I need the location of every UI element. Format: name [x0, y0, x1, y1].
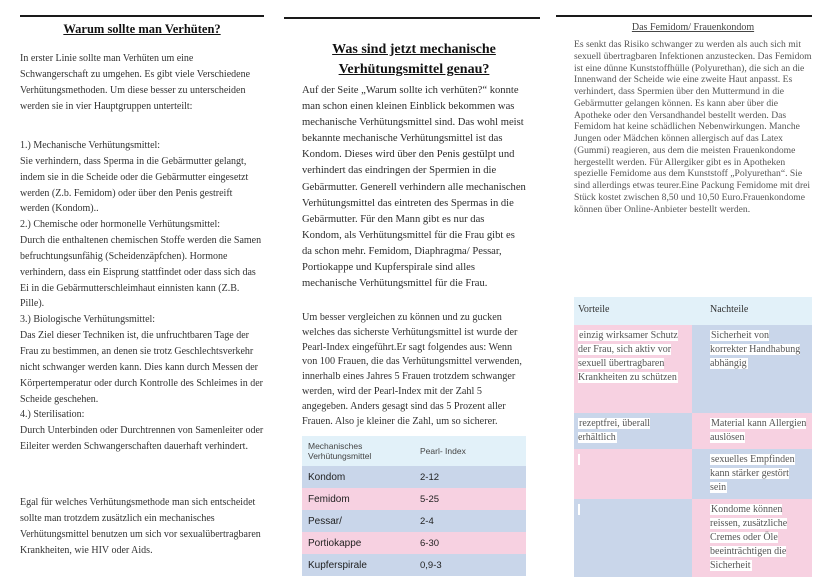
pearl-value: 0,9-3 — [420, 559, 442, 571]
table-row — [574, 413, 812, 449]
right-body: Es senkt das Risiko schwanger zu werden als auch sich mit sexuell übertragbaren Infektionen anzustecken. Das Femidom ist eine dünne Kunststoffhülle (Polyurethan), die sich an die Innenwand der Scheide wie eine zweite Haut anpasst. Es verhindert, dass Spermien über den Muttermund in die Gebärmutter gelangen können. Es kann aber über die Apotheke oder den Versandhandel bestellt werden. Das Femidom hat keine schädlichen Nebenwirkungen. Manche Jungen oder Mädchen können allergisch auf das Latex (Gummi) reagieren, aus dem die meisten Frauenkondome hergestellt werden. Für Allergiker gibt es in Apotheken spezielle Femidome aus dem Kunststoff „Polyurethan“. Sie sind allerdings etwas teurer.Eine Packung Femidome mit drei Stück kostet zwischen 8,50 und 10,50 Euro.Frauenkondome können über Online-Anbieter bestellt werden. — [574, 39, 812, 215]
pros-cons-table — [574, 297, 812, 577]
method-name: Portiokappe — [308, 537, 362, 549]
left-intro: In erster Linie sollte man Verhüten um eine Schwangerschaft zu umgehen. Es gibt viele Verschiedene Verhütungsmethoden. Um diese besser zu unterscheiden werden sie in vier Hauptgruppen unterteilt: — [20, 53, 251, 112]
pro-cell — [574, 413, 692, 449]
con-text: Kondome können reissen, zusätzliche Cremes oder Öle beeinträchtigen die Sicherheit — [710, 504, 788, 571]
pearl-table-header — [302, 436, 526, 466]
table-row — [302, 510, 526, 532]
con-cell — [692, 499, 812, 577]
con-cell — [692, 325, 812, 413]
method-name: Pessar/ — [308, 515, 342, 527]
method-name: Kupferspirale — [308, 559, 367, 571]
cons-header: Nachteile — [710, 304, 749, 315]
pearl-col-method: Mechanisches Verhütungsmittel — [308, 441, 372, 461]
pro-text — [578, 454, 580, 465]
table-row — [302, 466, 526, 488]
left-top-rule — [20, 15, 264, 17]
table-row — [302, 488, 526, 510]
pros-header: Vorteile — [578, 304, 610, 315]
pro-cell — [574, 499, 692, 577]
left-groups: 1.) Mechanische Verhütungsmittel: Sie verhindern, dass Sperma in die Gebärmutter gelangt, indem sie in die Scheide oder die Gebärmutter eingesetzt werden (Z.b. Femidom) oder über den Penis gestreift werden (Kondom).. 2.) Chemische oder hormonelle Verhütungsmittel: Durch die enthaltenen chemischen Stoffe werden die Samen befruchtungsunfähig (Scheidenzäpfchen). Hormone verhindern, dass ein Eisprung stattfindet oder dass sich das Ei in die Gebärmutterschleimhaut einnisten kann (Z.B. Pille). 3.) Biologische Verhütungsmittel: Das Ziel dieser Techniken ist, die unfruchtbaren Tage der Frau zu bestimmen, an denen sie trotz Geschlechtsverkehr nicht schwanger werden kann. Dies kann durch Messen der Körpertemperatur oder durch Kontrolle des Schleimes in der Scheide geschehen. 4.) Sterilisation: Durch Unterbinden oder Durchtrennen von Samenleiter oder Eileiter werden Schwangerschaften dauerhaft verhindert. — [20, 140, 264, 453]
table-row — [302, 532, 526, 554]
left-title: Warum sollte man Verhüten? — [63, 22, 221, 36]
pro-text — [578, 504, 580, 515]
middle-body-2: Um besser vergleichen zu können und zu gucken welches das sicherste Verhütungsmittel ist wurde der Pearl-Index eingeführt.Er sagt folgendes aus: Wenn von 100 Frauen, die das Verhütungsmittel verwenden, innerhalb eines Jahres 5 Frauen trotzdem schwanger werden, wird der Pearl-Index mit der Zahl 5 angegeben. Anders gesagt sind das 5 Prozent aller Frauen. Also je kleiner die Zahl, um so sicherer. — [302, 312, 522, 427]
pearl-value: 6-30 — [420, 537, 440, 549]
right-title: Das Femidom/ Frauenkondom — [631, 22, 755, 33]
right-top-rule — [556, 15, 812, 17]
method-name: Kondom — [308, 471, 346, 483]
con-cell — [692, 413, 812, 449]
middle-title: Was sind jetzt mechanische Verhütungsmittel genau? — [332, 42, 496, 77]
pearl-value: 5-25 — [420, 493, 440, 505]
pearl-index-table — [302, 436, 526, 576]
table-row — [574, 325, 812, 413]
pearl-col-index: Pearl- Index — [420, 446, 466, 456]
pro-cell — [574, 325, 692, 413]
table-row — [574, 499, 812, 577]
pro-cell — [574, 449, 692, 499]
con-text: sexuelles Empfinden kann stärker gestört sein — [710, 454, 795, 493]
middle-body: Auf der Seite „Warum sollte ich verhüten?“ konnte man schon einen kleinen Einblick bekommen was mechanische Verhütungsmittel sind. Das wohl meist bekannte mechanische Verhütungsmittel ist das Kondom. Dieses wird über den Penis gestülpt und verhindert das eindringen der Spermien in die Gebärmutter. Generell verhindern alle mechanischen Verhütungsmittel das eintreten des Spermas in die Gebärmutter. Für den Mann gibt es nur das Kondom, als Verhütungsmittel für die Frau gibt es da schon mehr. Femidom, Diaphragma/ Pessar, Portiokappe und Kupferspirale sind alles mechanische Verhütungsmittel für die Frau. — [302, 85, 526, 290]
table-row — [574, 449, 812, 499]
table-row — [302, 554, 526, 576]
con-cell — [692, 449, 812, 499]
pearl-value: 2-4 — [420, 515, 434, 527]
con-text: Sicherheit von korrekter Handhabung abhängig — [710, 330, 801, 369]
method-name: Femidom — [308, 493, 350, 505]
con-text: Material kann Allergien auslösen — [710, 418, 807, 443]
pro-text: einzig wirksamer Schutz der Frau, sich aktiv vor sexuell übertragbaren Krankheiten zu schützen — [578, 330, 678, 383]
pros-cons-header — [574, 297, 812, 325]
left-outro: Egal für welches Verhütungsmethode man sich entscheidet sollte man trotzdem zusätzlich ein mechanisches Verhütungsmittel benutzen um sich vor sexualübertragbaren Krankheiten, wie HIV oder Aids. — [20, 497, 261, 556]
pearl-value: 2-12 — [420, 471, 440, 483]
middle-top-rule — [284, 17, 540, 19]
pro-text: rezeptfrei, überall erhältlich — [578, 418, 651, 443]
